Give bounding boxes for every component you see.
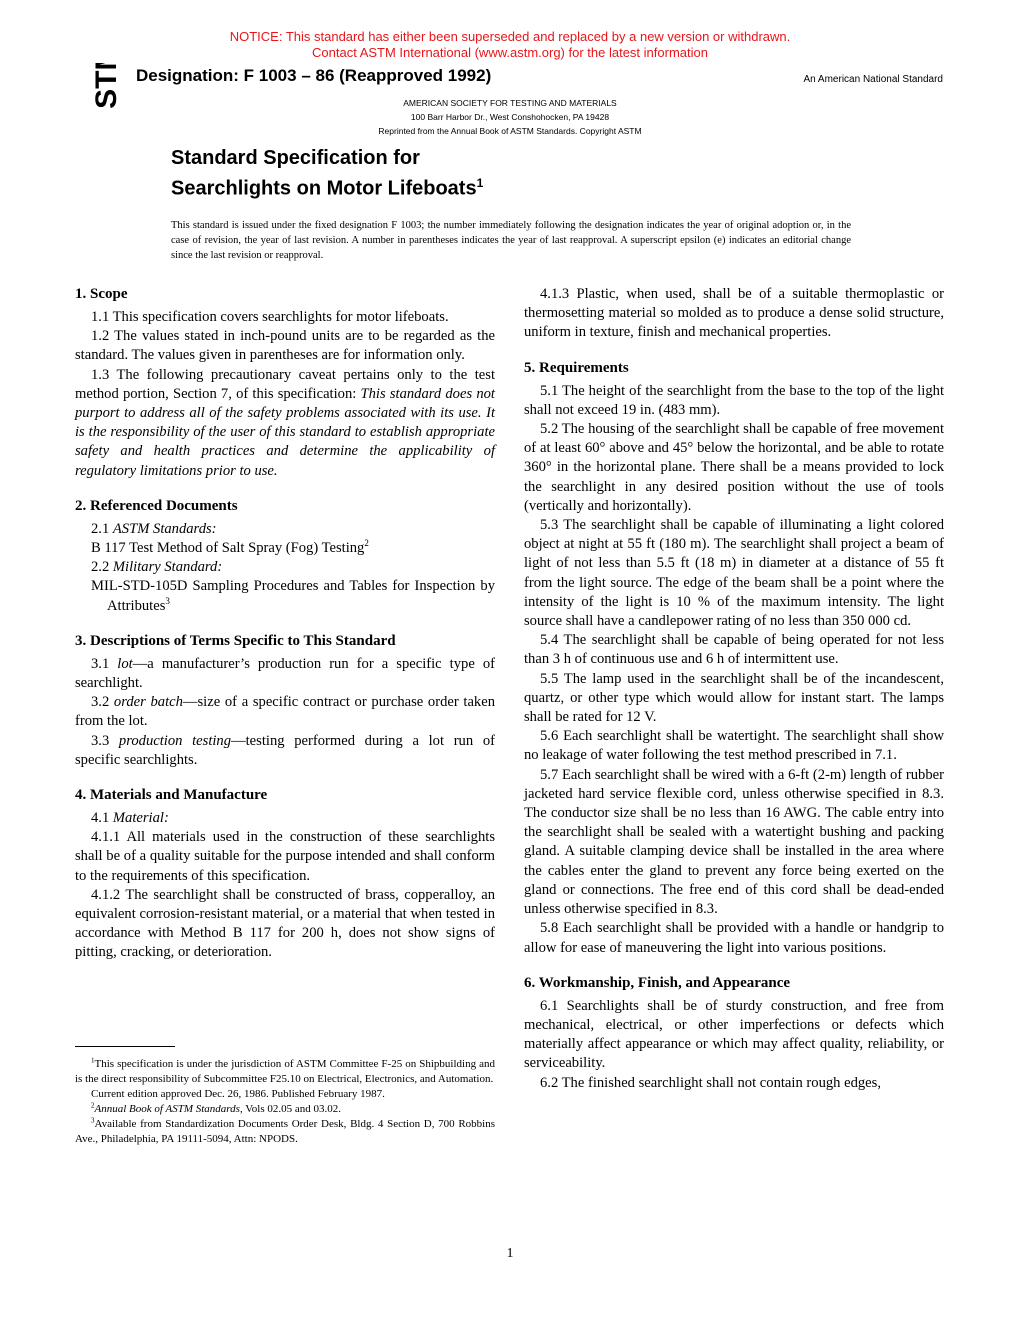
para-1-1: 1.1 This specification covers searchlights for motor lifeboats. xyxy=(91,309,449,325)
notice-line-2: Contact ASTM International (www.astm.org) for the latest information xyxy=(312,45,708,60)
title-line-2 xyxy=(171,171,483,202)
para-4-1-2: 4.1.2 The searchlight shall be constructed of brass, copperalloy, an equivalent corrosion-resistant material, or a material that when tested in accordance with Method B 117 for 200 h, does not show signs of pitting, cracking, or deterioration. xyxy=(75,886,495,961)
section-3-heading: 3. Descriptions of Terms Specific to This Standard xyxy=(75,632,396,649)
para-4-1: 4.1 Material: xyxy=(91,810,169,827)
title-text: Searchlights on Motor Lifeboats xyxy=(171,177,477,200)
para-5-3: 5.3 The searchlight shall be capable of illuminating a light colored object at night at 55 ft (180 m). The searchlight shall project a beam of light of not less than 5.5 ft (18 m) in diameter at a distance of 55 ft from the light source. The edge of the beam shall be a point where the intensity of the light is 10 % of the maximum intensity. The light source shall have a candlepower rating of no less than 350 000 cd. xyxy=(524,517,944,630)
society-reprint-note: Reprinted from the Annual Book of ASTM Standards. Copyright ASTM xyxy=(378,126,642,136)
society-address: 100 Barr Harbor Dr., West Conshohocken, PA 19428 xyxy=(410,112,610,122)
para-1-3: 1.3 The following precautionary caveat pertains only to the test method portion, Section 7, of this specification: This standard does not purport to address all of the safety problems associated with its use. It is the responsibility of the user of this standard to establish appropriate safety and health practices and determine the applicability of regulatory limitations prior to use. xyxy=(75,366,495,479)
ref-mil-std: MIL-STD-105D Sampling Procedures and Tables for Inspection by Attributes$^3$ xyxy=(91,578,495,614)
designation: Designation: F 1003 – 86 (Reapproved 1992) xyxy=(136,66,492,85)
para-3-3: 3.3 production testing—testing performed during a lot run of specific searchlights. xyxy=(75,732,495,768)
para-5-8: 5.8 Each searchlight shall be provided with a handle or handgrip to allow for ease of maneuvering the light into various positions. xyxy=(524,920,944,956)
superseded-notice xyxy=(0,29,1020,61)
para-1-2: 1.2 The values stated in inch-pound units are to be regarded as the standard. The values given in parentheses are for information only. xyxy=(75,328,495,364)
para-6-1: 6.1 Searchlights shall be of sturdy construction, and free from mechanical, electrical, or other imperfections or defects which materially affect appearance or which may affect quality, reliability, or serviceability. xyxy=(524,997,944,1072)
para-5-7: 5.7 Each searchlight shall be wired with a 6-ft (2-m) length of rubber jacketed hard service flexible cord, unless otherwise specified in 8.3. The conductor size shall be no less than 16 AWG. The cable entry into the searchlight shall be sealed with a watertight bushing and packing gland. A suitable clamping device shall be installed in the area where the cables enter the gland to prevent any force being exerted on the gland or connections. The free end of this cord shall be dead-ended unless otherwise specified in 8.3. xyxy=(524,766,944,918)
para-5-2: 5.2 The housing of the searchlight shall be capable of free movement of at least 60° above and 45° below the horizontal, and be able to rotate 360° in the horizontal plane. There shall be a means provided to lock the searchlight in any desired position without the use of tools (vertically and horizontally). xyxy=(524,421,944,514)
para-3-2: 3.2 order batch—size of a specific contract or purchase order taken from the lot. xyxy=(75,694,495,730)
footnote-2: $^2$Annual Book of ASTM Standards, Vols 02.05 and 03.02. xyxy=(91,1101,341,1115)
society-block xyxy=(330,96,690,138)
page-title xyxy=(171,146,483,202)
footnote-3: $^3$Available from Standardization Documents Order Desk, Bldg. 4 Section D, 700 Robbins Ave., Philadelphia, PA 19111-5094, Attn: NPODS. xyxy=(75,1116,495,1145)
ref-b117: B 117 Test Method of Salt Spray (Fog) Testing$^2$ xyxy=(91,538,369,557)
para-3-1: 3.1 lot—a manufacturer’s production run for a specific type of searchlight. xyxy=(75,655,496,692)
footnote-1b: Current edition approved Dec. 26, 1986. Published February 1987. xyxy=(91,1088,385,1100)
right-column xyxy=(524,285,944,1093)
page-number: 1 xyxy=(506,1246,514,1261)
left-column xyxy=(75,285,495,963)
para-5-6: 5.6 Each searchlight shall be watertight. The searchlight shall show no leakage of water following the test method prescribed in 7.1. xyxy=(524,728,944,764)
para-2-1: 2.1 ASTM Standards: xyxy=(91,520,217,537)
section-5-heading: 5. Requirements xyxy=(524,359,629,376)
section-2-heading: 2. Referenced Documents xyxy=(75,497,238,514)
footnotes xyxy=(75,1057,495,1147)
title-line-1: Standard Specification for xyxy=(171,147,420,169)
section-6-heading: 6. Workmanship, Finish, and Appearance xyxy=(524,974,791,991)
para-4-1-3: 4.1.3 Plastic, when used, shall be of a suitable thermoplastic or thermosetting material so molded as to produce a dense solid structure, uniform in texture, finish and mechanical properties. xyxy=(524,286,944,341)
footnote-divider xyxy=(75,1046,175,1047)
safety-caveat: This standard does not purport to address all of the safety problems associated with its use. It is the responsibility of the user of this standard to establish appropriate safety and health practices and determine the applicability of regulatory limitations prior to use. xyxy=(75,385,495,479)
logo-text: ASTM xyxy=(90,63,123,109)
para-5-1: 5.1 The height of the searchlight from the base to the top of the light shall not exceed 19 in. (483 mm). xyxy=(524,382,944,418)
issued-note: This standard is issued under the fixed designation F 1003; the number immediately following the designation indicates the year of original adoption or, in the case of revision, the year of last revision. A number in parentheses indicates the year of last reapproval. A superscript epsilon (e) indicates an editorial change since the last revision or reapproval. xyxy=(171,220,851,261)
para-2-2: 2.2 Military Standard: xyxy=(91,559,223,576)
society-name: AMERICAN SOCIETY FOR TESTING AND MATERIALS xyxy=(403,98,617,108)
title-footnote-mark: 1 xyxy=(476,176,484,190)
para-5-4: 5.4 The searchlight shall be capable of being operated for not less than 3 h of continuous use and 6 h of intermittent use. xyxy=(524,632,944,668)
para-4-1-1: 4.1.1 All materials used in the construction of these searchlights shall be of a quality suitable for the purpose intended and shall conform to the requirements of this specification. xyxy=(75,829,495,884)
section-1-heading: 1. Scope xyxy=(75,286,128,302)
notice-line-1: NOTICE: This standard has either been superseded and replaced by a new version or withdrawn. xyxy=(229,29,791,44)
para-6-2: 6.2 The finished searchlight shall not contain rough edges, xyxy=(540,1074,881,1091)
astm-logo-icon xyxy=(76,63,126,109)
footnote-1: $^1$This specification is under the jurisdiction of ASTM Committee F-25 on Shipbuilding and is the direct responsibility of Subcommittee F25.10 on Electrical, Electronics, and Automation. xyxy=(75,1056,495,1085)
national-standard-label: An American National Standard xyxy=(803,74,943,85)
section-4-heading: 4. Materials and Manufacture xyxy=(75,787,268,804)
para-5-5: 5.5 The lamp used in the searchlight shall be of the incandescent, quartz, or other type which would allow for instant start. The lamps shall be rated for 12 V. xyxy=(524,670,944,726)
